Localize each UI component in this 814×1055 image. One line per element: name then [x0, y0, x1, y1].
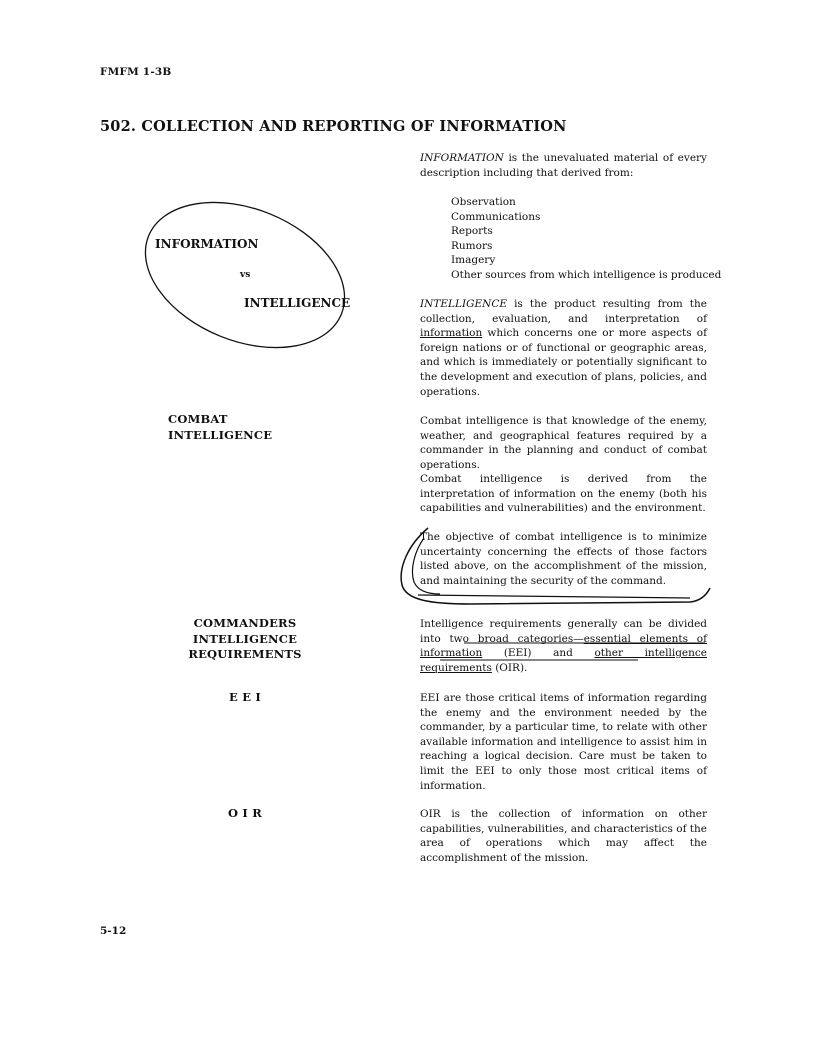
information-definition-text: is the unevaluated material of every description including that derived from:: [420, 152, 707, 179]
information-definition: [420, 151, 707, 180]
combat-intelligence-para-1: Combat intelligence is that knowledge of the enemy, weather, and geographical features required by a commander in the planning and conduct of combat operations.: [420, 415, 707, 471]
oir-label: O I R: [228, 806, 262, 820]
page-number: 5-12: [100, 925, 127, 937]
list-item: Imagery: [451, 254, 496, 267]
information-term: INFORMATION: [420, 152, 504, 164]
commanders-requirements-label: COMMANDERS INTELLIGENCE REQUIREMENTS: [188, 616, 302, 661]
eei-text: EEI are those critical items of information regarding the enemy and the environment needed by the commander, by a particular time, to relate with other available information and intelligence to assist him in reaching a logical decision. Care must be taken to limit the EEI to only those most critical items of information.: [420, 692, 707, 792]
oir-text: OIR is the collection of information on other capabilities, vulnerabilities, and characteristics of the area of operations which may affect the accomplishment of the mission.: [420, 808, 708, 864]
eei-term: essential elements of information: [420, 632, 708, 660]
information-sources-list: [451, 195, 721, 283]
oval-term-information: INFORMATION: [155, 237, 259, 251]
section-title: 502. COLLECTION AND REPORTING OF INFORMATION: [100, 118, 567, 135]
combat-intelligence-para-3: The objective of combat intelligence is to minimize uncertainty concerning the effects of those factors listed above, on the accomplishment of the mission, and maintaining the security of the command.: [420, 531, 707, 587]
oir-term: other intelligence requirements: [420, 647, 707, 674]
commanders-requirements-text: Intelligence requirements generally can be divided into two broad categories—essential elements of information (EEI) and other intelligence requirements (OIR).: [420, 618, 708, 674]
list-item: Reports: [451, 225, 493, 238]
oval-term-intelligence: INTELLIGENCE: [244, 296, 351, 310]
list-item: Other sources from which intelligence is produced: [451, 268, 722, 281]
underlined-information: information: [420, 327, 483, 340]
combat-intelligence-label: COMBAT INTELLIGENCE: [168, 412, 273, 442]
oval-vs-label: vs: [240, 270, 251, 280]
handwritten-underline-mark: [418, 595, 690, 598]
intelligence-term: INTELLIGENCE: [420, 298, 508, 310]
eei-label: E E I: [229, 690, 261, 704]
list-item: Communications: [451, 210, 541, 223]
document-id: FMFM 1-3B: [100, 66, 172, 78]
list-item: Observation: [451, 196, 516, 208]
intelligence-definition: INTELLIGENCE is the product resulting from the collection, evaluation, and interpretation of information which concerns one or more aspects of foreign nations or of functional or geographic areas, and which is immediately or potentially significant to the development and execution of plans, policies, and operations.: [420, 298, 707, 398]
combat-intelligence-para-2: Combat intelligence is derived from the interpretation of information on the enemy (both his capabilities and vulnerabilities) and the environment.: [420, 473, 707, 515]
list-item: Rumors: [451, 239, 493, 252]
